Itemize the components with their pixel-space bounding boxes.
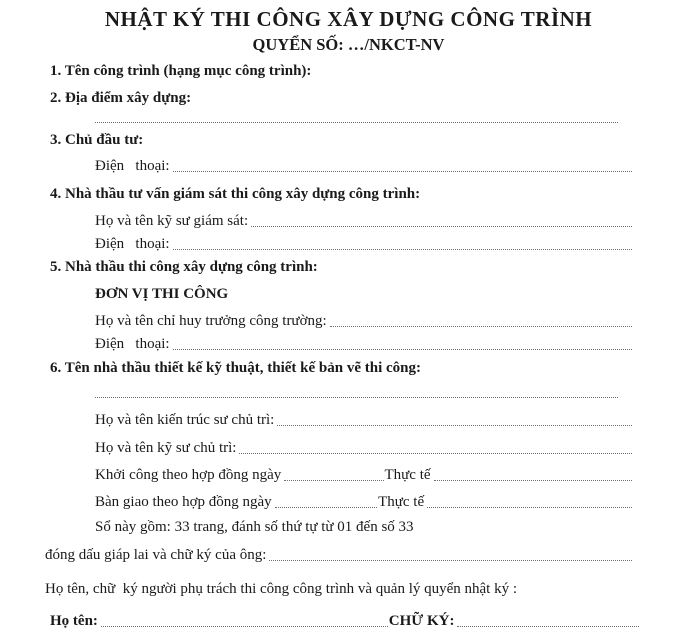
item-6-heading: 6. Tên nhà thầu thiết kế kỹ thuật, thiết kế bản vẽ thi công: — [50, 360, 422, 376]
site-commander-fill-line — [330, 325, 632, 327]
seal-note-row — [45, 545, 633, 565]
phone-label: Điện thoại: — [95, 336, 170, 352]
start-date-row — [95, 465, 633, 485]
seal-note-label: đóng dấu giáp lai và chữ ký của ông: — [45, 547, 267, 563]
seal-fill-line — [269, 559, 632, 561]
handover-per-contract-label: Bàn giao theo hợp đồng ngày — [95, 494, 272, 510]
site-commander-row — [95, 311, 633, 331]
supervisor-name-fill-line — [251, 225, 632, 227]
signature-fill-line — [457, 625, 639, 627]
start-contract-fill-line — [284, 479, 383, 481]
actual-label: Thực tế — [384, 467, 431, 483]
start-per-contract-label: Khởi công theo hợp đồng ngày — [95, 467, 282, 483]
chief-architect-fill-line — [277, 424, 632, 426]
start-actual-fill-line — [434, 479, 632, 481]
item-3-heading: 3. Chủ đầu tư: — [50, 132, 144, 148]
volume-number: QUYỂN SỐ: …/NKCT-NV — [252, 35, 445, 54]
chief-engineer-row — [95, 438, 633, 458]
responsible-note: Họ tên, chữ ký người phụ trách thi công công trình và quản lý quyển nhật ký : — [45, 581, 518, 597]
item-3-phone-row — [95, 156, 633, 176]
actual-label: Thực tế — [378, 494, 425, 510]
phone-fill-line — [173, 348, 632, 350]
handover-date-row — [95, 492, 633, 512]
phone-label: Điện thoại: — [95, 158, 170, 174]
item-1-heading: 1. Tên công trình (hạng mục công trình): — [50, 63, 312, 79]
supervisor-name-row — [95, 211, 633, 231]
item-6-fill-line — [95, 381, 618, 398]
chief-architect-row — [95, 410, 633, 430]
supervisor-name-label: Họ và tên kỹ sư giám sát: — [95, 213, 249, 229]
pages-note: Sổ này gồm: 33 trang, đánh số thứ tự từ 01 đến số 33 — [95, 519, 414, 535]
phone-fill-line — [173, 170, 632, 172]
item-2-heading: 2. Địa điểm xây dựng: — [50, 90, 192, 106]
construction-unit-label: ĐƠN VỊ THI CÔNG — [95, 286, 229, 302]
document-title: NHẬT KÝ THI CÔNG XÂY DỰNG CÔNG TRÌNH — [104, 7, 593, 31]
chief-engineer-label: Họ và tên kỹ sư chủ trì: — [95, 440, 237, 456]
signature-row — [50, 611, 640, 631]
phone-label: Điện thoại: — [95, 236, 170, 252]
item-5-heading: 5. Nhà thầu thi công xây dựng công trình: — [50, 259, 318, 275]
item-2-fill-line — [95, 106, 618, 123]
name-label: Họ tên: — [50, 613, 98, 629]
name-fill-line — [101, 625, 388, 627]
phone-fill-line — [173, 248, 632, 250]
handover-contract-fill-line — [275, 506, 377, 508]
item-5-phone-row — [95, 334, 633, 354]
item-4-heading: 4. Nhà thầu tư vấn giám sát thi công xây dựng công trình: — [50, 186, 421, 202]
handover-actual-fill-line — [427, 506, 632, 508]
item-4-phone-row — [95, 234, 633, 254]
chief-engineer-fill-line — [239, 452, 632, 454]
chief-architect-label: Họ và tên kiến trúc sư chủ trì: — [95, 412, 275, 428]
signature-label: CHỮ KÝ: — [388, 613, 455, 629]
site-commander-label: Họ và tên chỉ huy trưởng công trường: — [95, 313, 327, 329]
